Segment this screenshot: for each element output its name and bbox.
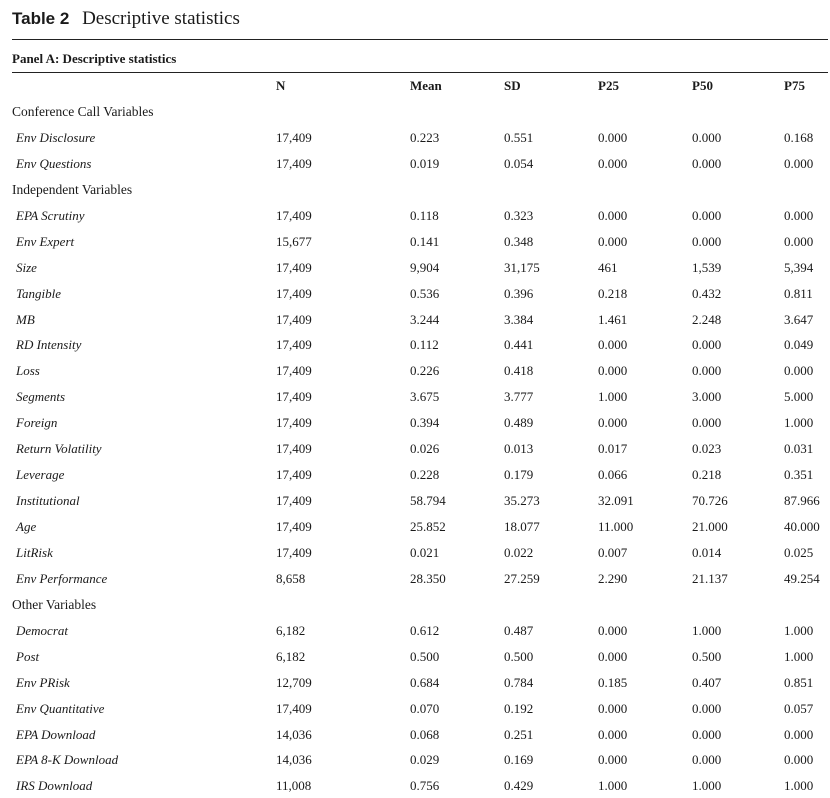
cell-sd: 0.054 [504, 155, 534, 171]
cell-p75: 0.168 [784, 129, 814, 145]
table-row [0, 772, 830, 798]
cell-p75: 0.025 [784, 544, 814, 560]
variable-name: Env Disclosure [16, 129, 96, 145]
cell-sd: 0.396 [504, 285, 534, 301]
cell-mean: 0.068 [410, 726, 440, 742]
cell-mean: 3.244 [410, 311, 440, 327]
cell-n: 17,409 [276, 259, 312, 275]
cell-n: 14,036 [276, 726, 312, 742]
cell-p50: 0.000 [692, 726, 722, 742]
table-row [0, 357, 830, 383]
cell-p25: 0.000 [598, 700, 628, 716]
cell-p25: 32.091 [598, 493, 634, 509]
cell-n: 17,409 [276, 363, 312, 379]
cell-mean: 0.223 [410, 129, 440, 145]
section-heading-row [0, 176, 830, 202]
cell-p50: 0.000 [692, 337, 722, 353]
cell-mean: 25.852 [410, 519, 446, 534]
cell-p75: 0.351 [784, 467, 814, 483]
cell-p50: 0.000 [692, 129, 722, 145]
table-row [0, 435, 830, 461]
cell-p50: 0.014 [692, 544, 722, 560]
cell-p75: 0.000 [784, 752, 814, 768]
cell-p75: 3.647 [784, 311, 814, 327]
cell-p75: 1.000 [784, 648, 814, 664]
table-row [0, 487, 830, 513]
cell-p75: 0.000 [784, 363, 814, 379]
cell-sd: 0.169 [504, 752, 534, 768]
panel-title: Panel A: Descriptive statistics [12, 51, 177, 66]
cell-n: 14,036 [276, 752, 312, 768]
table-row [0, 124, 830, 150]
cell-n: 17,409 [276, 493, 312, 509]
cell-p25: 2.290 [598, 570, 628, 586]
column-header-sd: SD [504, 78, 521, 93]
variable-name: Leverage [16, 467, 65, 483]
cell-n: 17,409 [276, 311, 312, 327]
cell-p75: 5,394 [784, 259, 814, 275]
cell-mean: 0.021 [410, 544, 440, 560]
cell-p50: 0.000 [692, 752, 722, 768]
table-row [0, 669, 830, 695]
cell-p25: 0.000 [598, 648, 628, 664]
cell-n: 17,409 [276, 519, 312, 534]
cell-sd: 0.013 [504, 441, 534, 457]
table-row [0, 695, 830, 721]
table-title [12, 8, 240, 30]
variable-name: Env Quantitative [16, 700, 105, 716]
cell-p75: 87.966 [784, 493, 820, 509]
cell-p75: 5.000 [784, 389, 814, 405]
variable-name: Segments [16, 389, 66, 405]
cell-p50: 0.000 [692, 233, 722, 249]
cell-p75: 0.000 [784, 207, 814, 223]
cell-p25: 0.066 [598, 467, 628, 483]
cell-mean: 0.684 [410, 674, 440, 690]
variable-name: Tangible [16, 285, 62, 301]
variable-name: Return Volatility [16, 441, 102, 457]
table-row [0, 383, 830, 409]
cell-p25: 0.000 [598, 363, 628, 379]
cell-p25: 1.000 [598, 389, 628, 405]
cell-n: 12,709 [276, 674, 312, 690]
cell-n: 17,409 [276, 207, 312, 223]
table-row [0, 617, 830, 643]
cell-n: 11,008 [276, 778, 312, 794]
cell-n: 15,677 [276, 233, 312, 249]
cell-n: 6,182 [276, 622, 306, 638]
cell-p75: 0.851 [784, 674, 814, 690]
variable-name: Env Questions [16, 155, 92, 171]
cell-sd: 0.489 [504, 415, 534, 431]
column-header-p75: P75 [784, 78, 805, 93]
cell-p75: 1.000 [784, 622, 814, 638]
cell-n: 17,409 [276, 285, 312, 301]
cell-p50: 3.000 [692, 389, 722, 405]
cell-p50: 0.500 [692, 648, 722, 664]
section-heading-row [0, 591, 830, 617]
cell-p25: 0.017 [598, 441, 628, 457]
variable-name: Loss [16, 363, 40, 379]
cell-p75: 40.000 [784, 519, 820, 534]
column-header-n: N [276, 78, 286, 93]
cell-sd: 0.179 [504, 467, 534, 483]
cell-p25: 11.000 [598, 519, 634, 534]
cell-sd: 0.348 [504, 233, 534, 249]
cell-sd: 0.487 [504, 622, 534, 638]
cell-n: 17,409 [276, 544, 312, 560]
cell-sd: 0.192 [504, 700, 534, 716]
cell-p25: 0.000 [598, 622, 628, 638]
section-heading: Other Variables [12, 596, 97, 612]
variable-name: Post [16, 648, 40, 664]
cell-sd: 0.022 [504, 544, 534, 560]
section-heading: Independent Variables [12, 181, 133, 197]
cell-sd: 18.077 [504, 519, 540, 534]
cell-sd: 27.259 [504, 570, 540, 586]
cell-mean: 0.226 [410, 363, 440, 379]
cell-sd: 3.384 [504, 311, 534, 327]
table-row [0, 721, 830, 747]
cell-p50: 21.137 [692, 570, 728, 586]
cell-p75: 0.000 [784, 726, 814, 742]
variable-name: IRS Download [16, 778, 93, 794]
cell-p25: 1.000 [598, 778, 628, 794]
cell-p50: 0.000 [692, 700, 722, 716]
table-row [0, 643, 830, 669]
cell-p75: 0.031 [784, 441, 814, 457]
cell-p50: 1,539 [692, 259, 722, 275]
variable-name: MB [16, 311, 35, 327]
cell-mean: 0.756 [410, 778, 440, 794]
cell-p50: 0.432 [692, 285, 722, 301]
variable-name: Foreign [16, 415, 58, 431]
table-row [0, 280, 830, 306]
cell-mean: 0.536 [410, 285, 440, 301]
cell-sd: 0.441 [504, 337, 534, 353]
cell-n: 8,658 [276, 570, 306, 586]
cell-p75: 49.254 [784, 570, 820, 586]
cell-p25: 0.000 [598, 752, 628, 768]
table-row [0, 306, 830, 332]
cell-sd: 0.418 [504, 363, 534, 379]
cell-mean: 28.350 [410, 570, 446, 586]
variable-name: Age [16, 519, 37, 534]
cell-mean: 0.118 [410, 207, 439, 223]
cell-mean: 0.141 [410, 233, 440, 249]
cell-mean: 0.612 [410, 622, 440, 638]
cell-p50: 1.000 [692, 622, 722, 638]
cell-p50: 0.000 [692, 363, 722, 379]
variable-name: Democrat [16, 622, 68, 638]
cell-n: 17,409 [276, 441, 312, 457]
cell-p25: 0.007 [598, 544, 628, 560]
cell-mean: 0.500 [410, 648, 440, 664]
variable-name: Env PRisk [16, 674, 70, 690]
cell-p25: 0.000 [598, 726, 628, 742]
column-header-mean: Mean [410, 78, 442, 93]
table-row [0, 565, 830, 591]
cell-sd: 0.784 [504, 674, 534, 690]
table-row [0, 228, 830, 254]
cell-p25: 0.185 [598, 674, 628, 690]
table-row [0, 746, 830, 772]
cell-p50: 0.000 [692, 155, 722, 171]
cell-mean: 0.019 [410, 155, 440, 171]
variable-name: Env Expert [16, 233, 75, 249]
cell-sd: 35.273 [504, 493, 540, 509]
cell-sd: 0.551 [504, 129, 534, 145]
cell-p75: 1.000 [784, 415, 814, 431]
table-row [0, 331, 830, 357]
cell-p50: 0.218 [692, 467, 722, 483]
cell-mean: 0.026 [410, 441, 440, 457]
cell-p25: 0.000 [598, 207, 628, 223]
cell-p25: 0.000 [598, 337, 628, 353]
cell-mean: 3.675 [410, 389, 440, 405]
cell-p25: 0.000 [598, 129, 628, 145]
table-row [0, 202, 830, 228]
cell-p75: 0.811 [784, 285, 813, 301]
cell-sd: 0.429 [504, 778, 534, 794]
cell-p50: 1.000 [692, 778, 722, 794]
cell-sd: 0.251 [504, 726, 534, 742]
cell-p25: 0.218 [598, 285, 628, 301]
cell-p75: 0.000 [784, 233, 814, 249]
variable-name: Institutional [16, 493, 80, 509]
variable-name: EPA Scrutiny [16, 207, 85, 223]
cell-p50: 70.726 [692, 493, 728, 509]
column-header-p50: P50 [692, 78, 713, 93]
cell-p75: 0.000 [784, 155, 814, 171]
cell-n: 17,409 [276, 415, 312, 431]
table-label: Table 2 [12, 9, 70, 28]
cell-p50: 21.000 [692, 519, 728, 534]
cell-mean: 0.070 [410, 700, 440, 716]
cell-p50: 0.023 [692, 441, 722, 457]
variable-name: LitRisk [16, 544, 53, 560]
cell-mean: 0.112 [410, 337, 439, 353]
cell-p50: 0.407 [692, 674, 722, 690]
cell-mean: 0.394 [410, 415, 440, 431]
cell-n: 17,409 [276, 700, 312, 716]
cell-p25: 0.000 [598, 155, 628, 171]
cell-sd: 0.500 [504, 648, 534, 664]
cell-sd: 3.777 [504, 389, 534, 405]
table-row [0, 409, 830, 435]
section-heading-row [0, 98, 830, 124]
top-rule [12, 39, 828, 40]
cell-p25: 0.000 [598, 233, 628, 249]
cell-p50: 0.000 [692, 415, 722, 431]
header-rule [12, 72, 828, 73]
table-row [0, 150, 830, 176]
table-row [0, 461, 830, 487]
variable-name: EPA Download [16, 726, 96, 742]
cell-n: 17,409 [276, 467, 312, 483]
cell-p50: 2.248 [692, 311, 722, 327]
cell-n: 6,182 [276, 648, 306, 664]
cell-p25: 461 [598, 259, 618, 275]
variable-name: Size [16, 259, 37, 275]
cell-p50: 0.000 [692, 207, 722, 223]
cell-p25: 1.461 [598, 311, 628, 327]
cell-sd: 0.323 [504, 207, 534, 223]
cell-mean: 0.228 [410, 467, 440, 483]
table-body [0, 98, 830, 798]
cell-p75: 1.000 [784, 778, 814, 794]
cell-sd: 31,175 [504, 259, 540, 275]
variable-name: Env Performance [16, 570, 108, 586]
cell-p75: 0.049 [784, 337, 814, 353]
table-row [0, 539, 830, 565]
variable-name: RD Intensity [16, 337, 82, 353]
table-row [0, 513, 830, 539]
variable-name: EPA 8-K Download [16, 752, 119, 768]
table-caption: Descriptive statistics [82, 8, 240, 29]
table-row [0, 254, 830, 280]
section-heading: Conference Call Variables [12, 104, 154, 119]
cell-mean: 58.794 [410, 493, 446, 509]
cell-mean: 0.029 [410, 752, 440, 768]
cell-n: 17,409 [276, 389, 312, 405]
column-header-p25: P25 [598, 78, 619, 93]
cell-p25: 0.000 [598, 415, 628, 431]
cell-n: 17,409 [276, 129, 312, 145]
cell-n: 17,409 [276, 155, 312, 171]
cell-p75: 0.057 [784, 700, 814, 716]
cell-mean: 9,904 [410, 259, 440, 275]
cell-n: 17,409 [276, 337, 312, 353]
